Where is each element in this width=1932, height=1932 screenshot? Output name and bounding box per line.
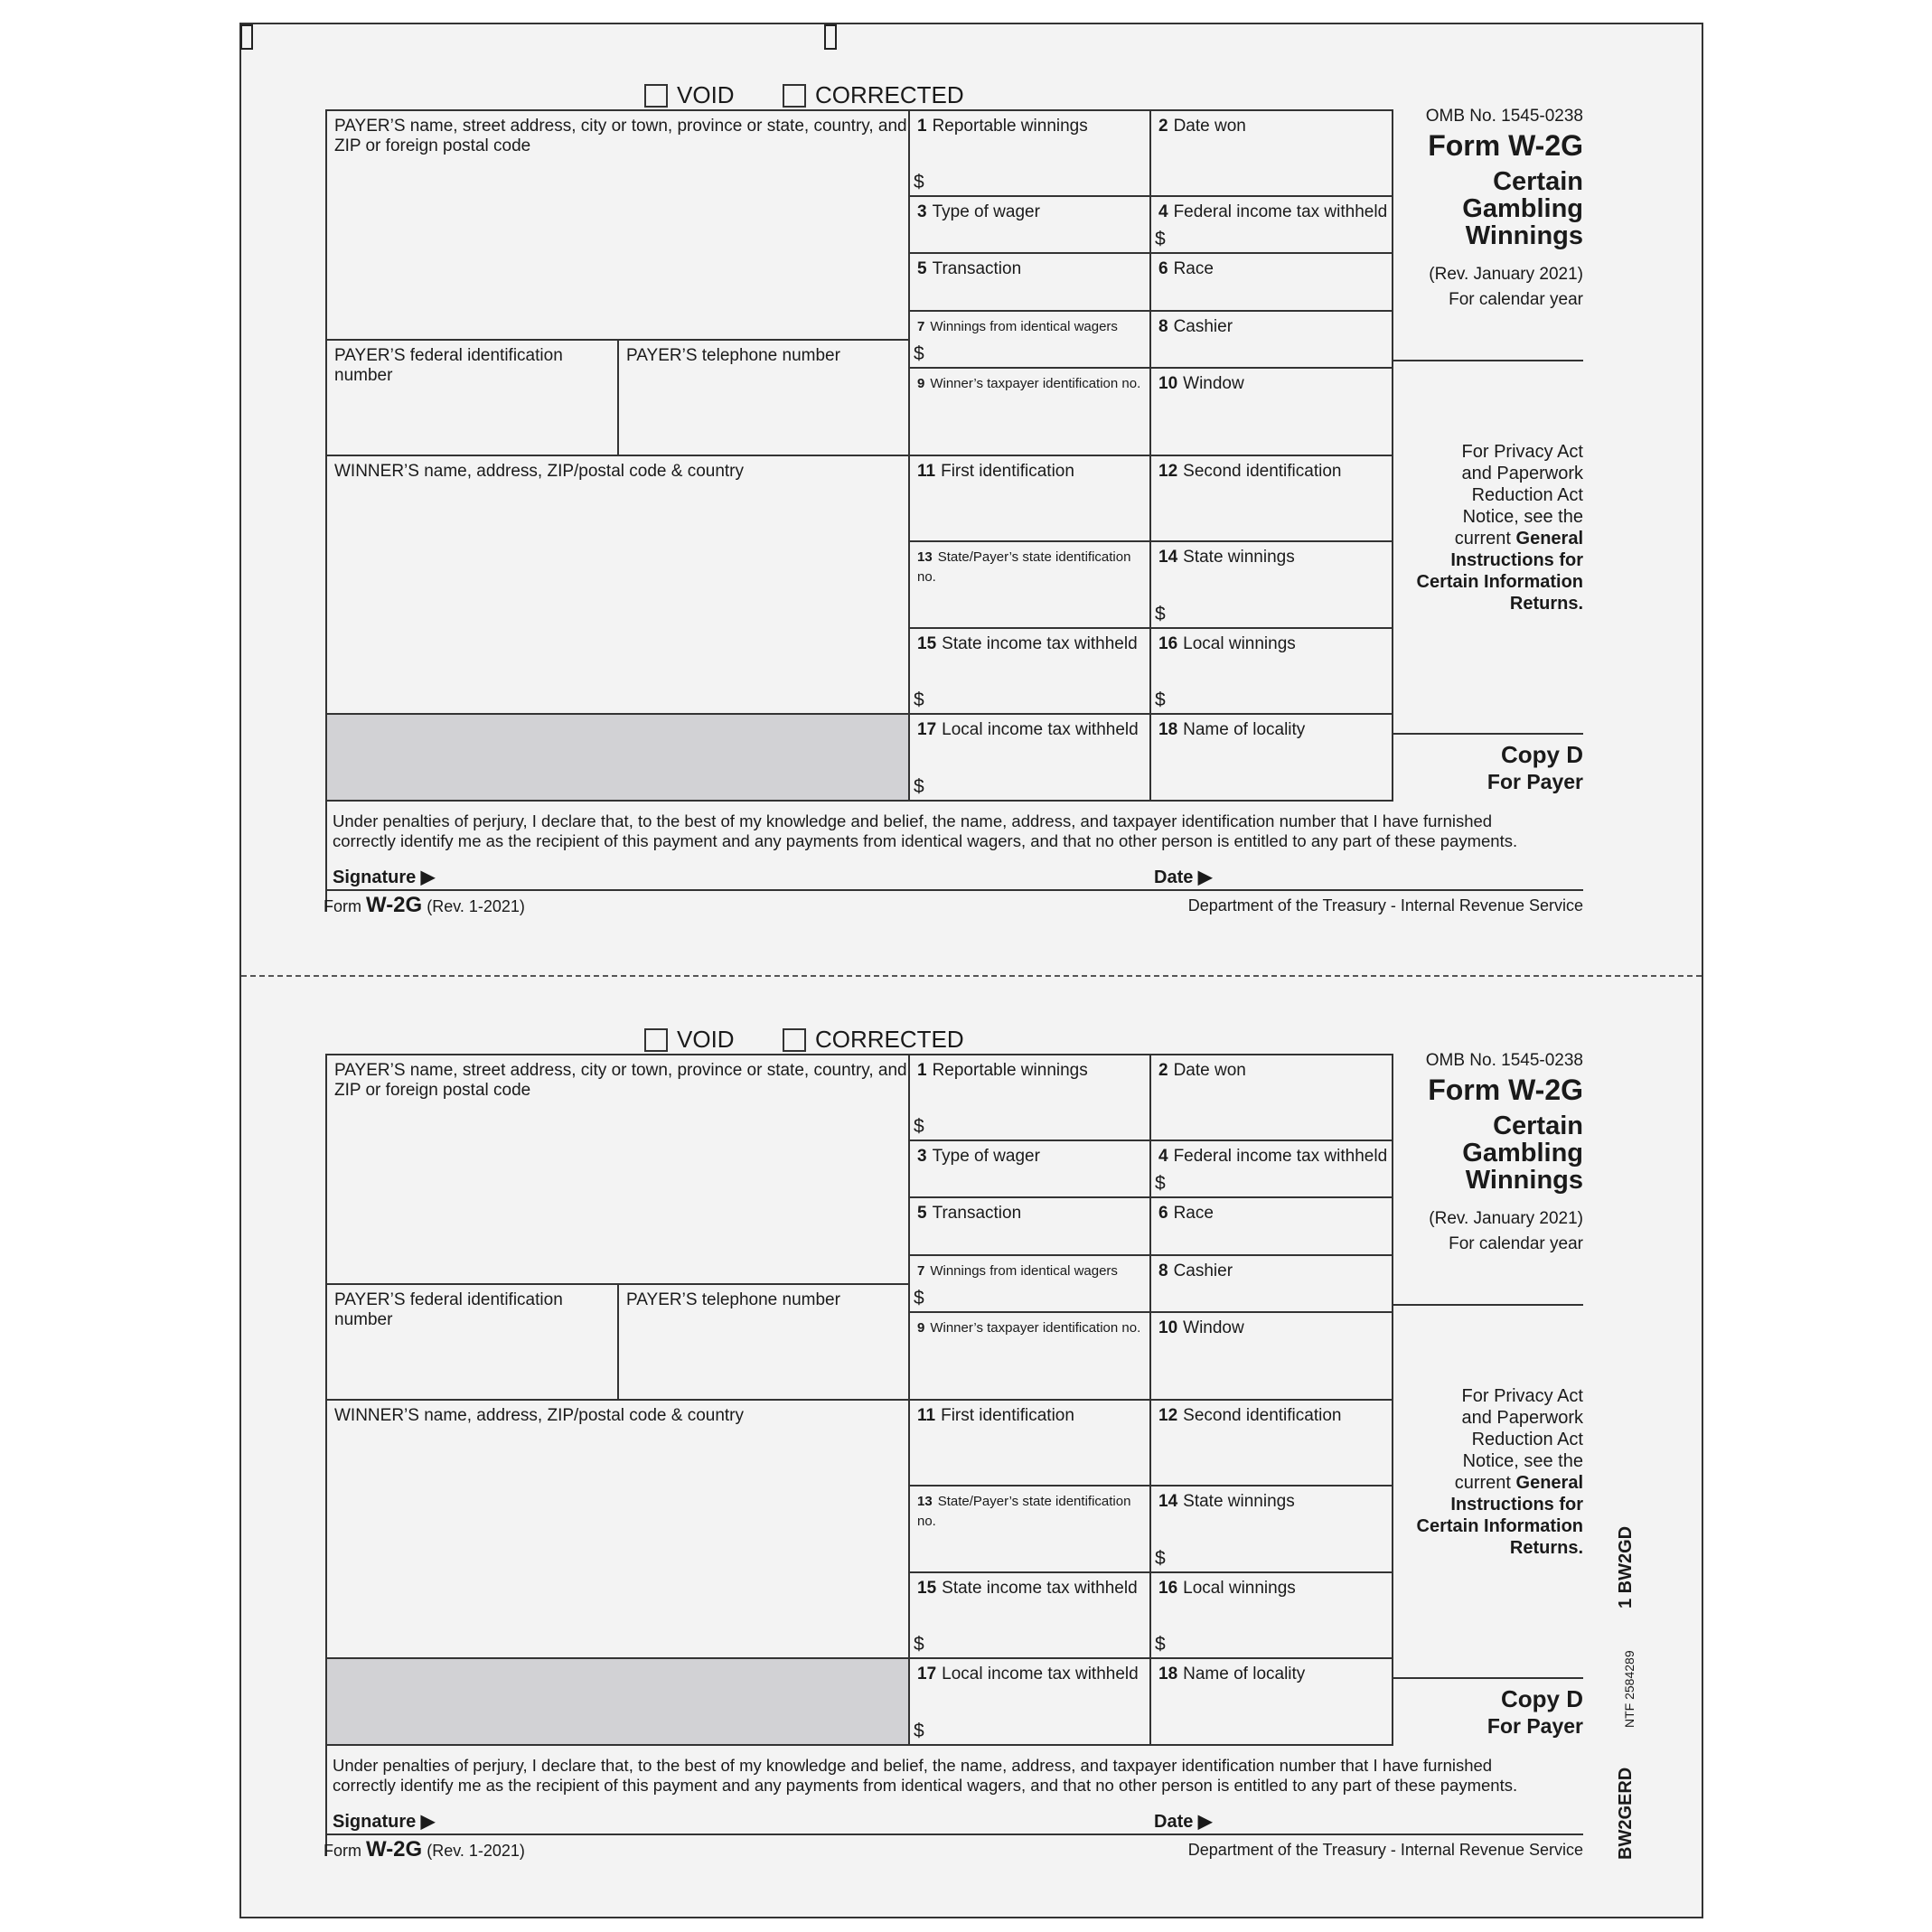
divider [1392,1304,1583,1306]
divider [1392,1677,1583,1679]
box-15-label: 15 State income tax withheld [917,634,1138,653]
bottom-rule [325,1834,1583,1835]
box-8-label: 8 Cashier [1158,1261,1233,1280]
signature-field[interactable]: Signature ▶ [333,1812,436,1832]
box-5-label: 5 Transaction [917,259,1022,278]
dollar-sign: $ [914,689,924,710]
box-10-field[interactable] [1151,369,1393,456]
corrected-checkbox[interactable]: CORRECTED [783,81,964,109]
box-11-label: 11 First identification [917,462,1074,481]
payer-name-label: PAYER’S name, street address, city or town, province or state, country, and ZIP or foreign postal code [334,1061,907,1100]
privacy-notice: For Privacy Act and Paperwork Reduction Act Notice, see the current General Instructions for Certain Information Returns. [1416,442,1583,614]
box-4-label: 4 Federal income tax withheld [1158,202,1388,221]
payer-fed-id-field[interactable] [327,1285,619,1401]
corrected-checkbox[interactable]: CORRECTED [783,1026,964,1054]
box-4-label: 4 Federal income tax withheld [1158,1147,1388,1166]
box-9-label: 9 Winner’s taxpayer identification no. [917,376,1141,391]
box-16-label: 16 Local winnings [1158,634,1296,653]
box-14-label: 14 State winnings [1158,548,1295,567]
box-12-field[interactable] [1151,1401,1393,1487]
divider [1392,360,1583,361]
privacy-notice: For Privacy Act and Paperwork Reduction Act Notice, see the current General Instructions for Certain Information Returns. [1416,1386,1583,1558]
side-code-3: BW2GERD [1616,1767,1636,1860]
box-15-label: 15 State income tax withheld [917,1579,1138,1598]
revision-info: (Rev. January 2021) For calendar year [1429,265,1583,309]
dollar-sign: $ [1155,604,1166,624]
void-checkbox[interactable]: VOID [644,81,735,109]
box-3-field[interactable] [910,197,1151,254]
perjury-statement: Under penalties of perjury, I declare that, to the best of my knowledge and belief, the name, address, and taxpayer identification number that I have furnished correctly identify me as the recipient of this payment and any payments from identical wagers, and that no other person is entitled to any part of these payments. [333,1756,1518,1795]
shaded-area [327,1659,910,1746]
shaded-area [327,715,910,802]
dollar-sign: $ [914,1288,924,1308]
box-8-field[interactable] [1151,1256,1393,1313]
side-code-1: 1 BW2GD [1616,1525,1636,1608]
dollar-sign: $ [1155,1634,1166,1655]
box-1-label: 1 Reportable winnings [917,1061,1088,1080]
box-14-field[interactable] [1151,542,1393,629]
payer-name-label: PAYER’S name, street address, city or town, province or state, country, and ZIP or foreign postal code [334,117,907,155]
footer-form-id: Form W-2G (Rev. 1-2021) [324,893,525,917]
payer-phone-label: PAYER’S telephone number [626,1290,840,1309]
box-7-field[interactable] [910,1256,1151,1313]
void-checkbox[interactable]: VOID [644,1026,735,1054]
winner-name-label: WINNER’S name, address, ZIP/postal code & country [334,1406,745,1425]
box-17-label: 17 Local income tax withheld [917,720,1139,739]
omb-number: OMB No. 1545-0238 [1425,1051,1583,1070]
box-7-label: 7 Winnings from identical wagers [917,1263,1118,1279]
box-6-label: 6 Race [1158,259,1214,278]
form-subtitle: Certain Gambling Winnings [1462,1111,1583,1195]
payer-fed-id-field[interactable] [327,341,619,456]
box-12-field[interactable] [1151,456,1393,542]
payer-phone-field[interactable] [619,1285,910,1401]
form-title: Form W-2G [1428,1074,1583,1106]
box-15-field[interactable] [910,1573,1151,1659]
footer-agency: Department of the Treasury - Internal Revenue Service [1187,1841,1583,1859]
payer-fed-id-label: PAYER’S federal identification number [334,1290,563,1329]
box-2-label: 2 Date won [1158,1061,1246,1080]
box-13-label: 13 State/Payer’s state identification no. [917,549,1131,585]
side-code-2: NTF 2584289 [1622,1650,1637,1728]
box-10-field[interactable] [1151,1313,1393,1401]
box-13-field[interactable] [910,1487,1151,1573]
box-10-label: 10 Window [1158,1318,1244,1337]
bottom-rule [325,889,1583,891]
box-7-field[interactable] [910,312,1151,369]
dollar-sign: $ [1155,1548,1166,1569]
dollar-sign: $ [1155,689,1166,710]
box-16-label: 16 Local winnings [1158,1579,1296,1598]
box-1-field[interactable] [910,1055,1151,1141]
box-3-field[interactable] [910,1141,1151,1198]
box-11-field[interactable] [910,1401,1151,1487]
box-18-label: 18 Name of locality [1158,1665,1306,1683]
form-title: Form W-2G [1428,129,1583,162]
box-14-field[interactable] [1151,1487,1393,1573]
box-3-label: 3 Type of wager [917,202,1040,221]
dollar-sign: $ [914,1721,924,1741]
dollar-sign: $ [914,1116,924,1137]
box-5-label: 5 Transaction [917,1204,1022,1223]
revision-info: (Rev. January 2021) For calendar year [1429,1209,1583,1253]
dollar-sign: $ [914,343,924,364]
box-2-label: 2 Date won [1158,117,1246,136]
date-field[interactable]: Date ▶ [1154,868,1213,887]
dollar-sign: $ [914,776,924,797]
box-6-field[interactable] [1151,254,1393,312]
box-18-field[interactable] [1151,715,1393,802]
box-9-field[interactable] [910,369,1151,456]
box-1-label: 1 Reportable winnings [917,117,1088,136]
box-5-field[interactable] [910,254,1151,312]
box-11-label: 11 First identification [917,1406,1074,1425]
box-17-field[interactable] [910,1659,1151,1746]
box-6-label: 6 Race [1158,1204,1214,1223]
box-17-field[interactable] [910,715,1151,802]
box-12-label: 12 Second identification [1158,1406,1342,1425]
box-9-field[interactable] [910,1313,1151,1401]
box-2-field[interactable] [1151,111,1393,197]
box-2-field[interactable] [1151,1055,1393,1141]
form-grid [325,1054,1393,1856]
footer-agency: Department of the Treasury - Internal Revenue Service [1187,896,1583,914]
dollar-sign: $ [914,1634,924,1655]
box-10-label: 10 Window [1158,374,1244,393]
payer-name-field[interactable] [327,111,910,341]
divider [1392,733,1583,735]
payer-name-field[interactable] [327,1055,910,1285]
form-copy-bottom [0,968,1932,1917]
box-1-field[interactable] [910,111,1151,197]
copy-designation: Copy D For Payer [1487,741,1583,793]
box-11-field[interactable] [910,456,1151,542]
date-field[interactable]: Date ▶ [1154,1812,1213,1832]
form-subtitle: Certain Gambling Winnings [1462,167,1583,250]
winner-name-field[interactable] [327,456,910,715]
box-6-field[interactable] [1151,1198,1393,1256]
box-16-field[interactable] [1151,629,1393,715]
dollar-sign: $ [914,172,924,192]
box-8-field[interactable] [1151,312,1393,369]
winner-name-label: WINNER’S name, address, ZIP/postal code & country [334,462,745,481]
winner-name-field[interactable] [327,1401,910,1659]
box-12-label: 12 Second identification [1158,462,1342,481]
box-18-label: 18 Name of locality [1158,720,1306,739]
dollar-sign: $ [1155,229,1166,249]
copy-designation: Copy D For Payer [1487,1685,1583,1738]
form-copy-top [0,23,1932,972]
payer-phone-field[interactable] [619,341,910,456]
box-15-field[interactable] [910,629,1151,715]
dollar-sign: $ [1155,1173,1166,1194]
box-18-field[interactable] [1151,1659,1393,1746]
box-8-label: 8 Cashier [1158,317,1233,336]
box-13-label: 13 State/Payer’s state identification no. [917,1494,1131,1529]
signature-field[interactable]: Signature ▶ [333,868,436,887]
box-16-field[interactable] [1151,1573,1393,1659]
box-13-field[interactable] [910,542,1151,629]
form-grid [325,109,1393,912]
box-17-label: 17 Local income tax withheld [917,1665,1139,1683]
box-5-field[interactable] [910,1198,1151,1256]
payer-phone-label: PAYER’S telephone number [626,346,840,365]
footer-form-id: Form W-2G (Rev. 1-2021) [324,1837,525,1862]
box-14-label: 14 State winnings [1158,1492,1295,1511]
box-4-field[interactable] [1151,1141,1393,1198]
box-4-field[interactable] [1151,197,1393,254]
perjury-statement: Under penalties of perjury, I declare that, to the best of my knowledge and belief, the name, address, and taxpayer identification number that I have furnished correctly identify me as the recipient of this payment and any payments from identical wagers, and that no other person is entitled to any part of these payments. [333,811,1518,850]
box-7-label: 7 Winnings from identical wagers [917,319,1118,334]
omb-number: OMB No. 1545-0238 [1425,107,1583,126]
box-3-label: 3 Type of wager [917,1147,1040,1166]
box-9-label: 9 Winner’s taxpayer identification no. [917,1320,1141,1336]
payer-fed-id-label: PAYER’S federal identification number [334,346,563,385]
